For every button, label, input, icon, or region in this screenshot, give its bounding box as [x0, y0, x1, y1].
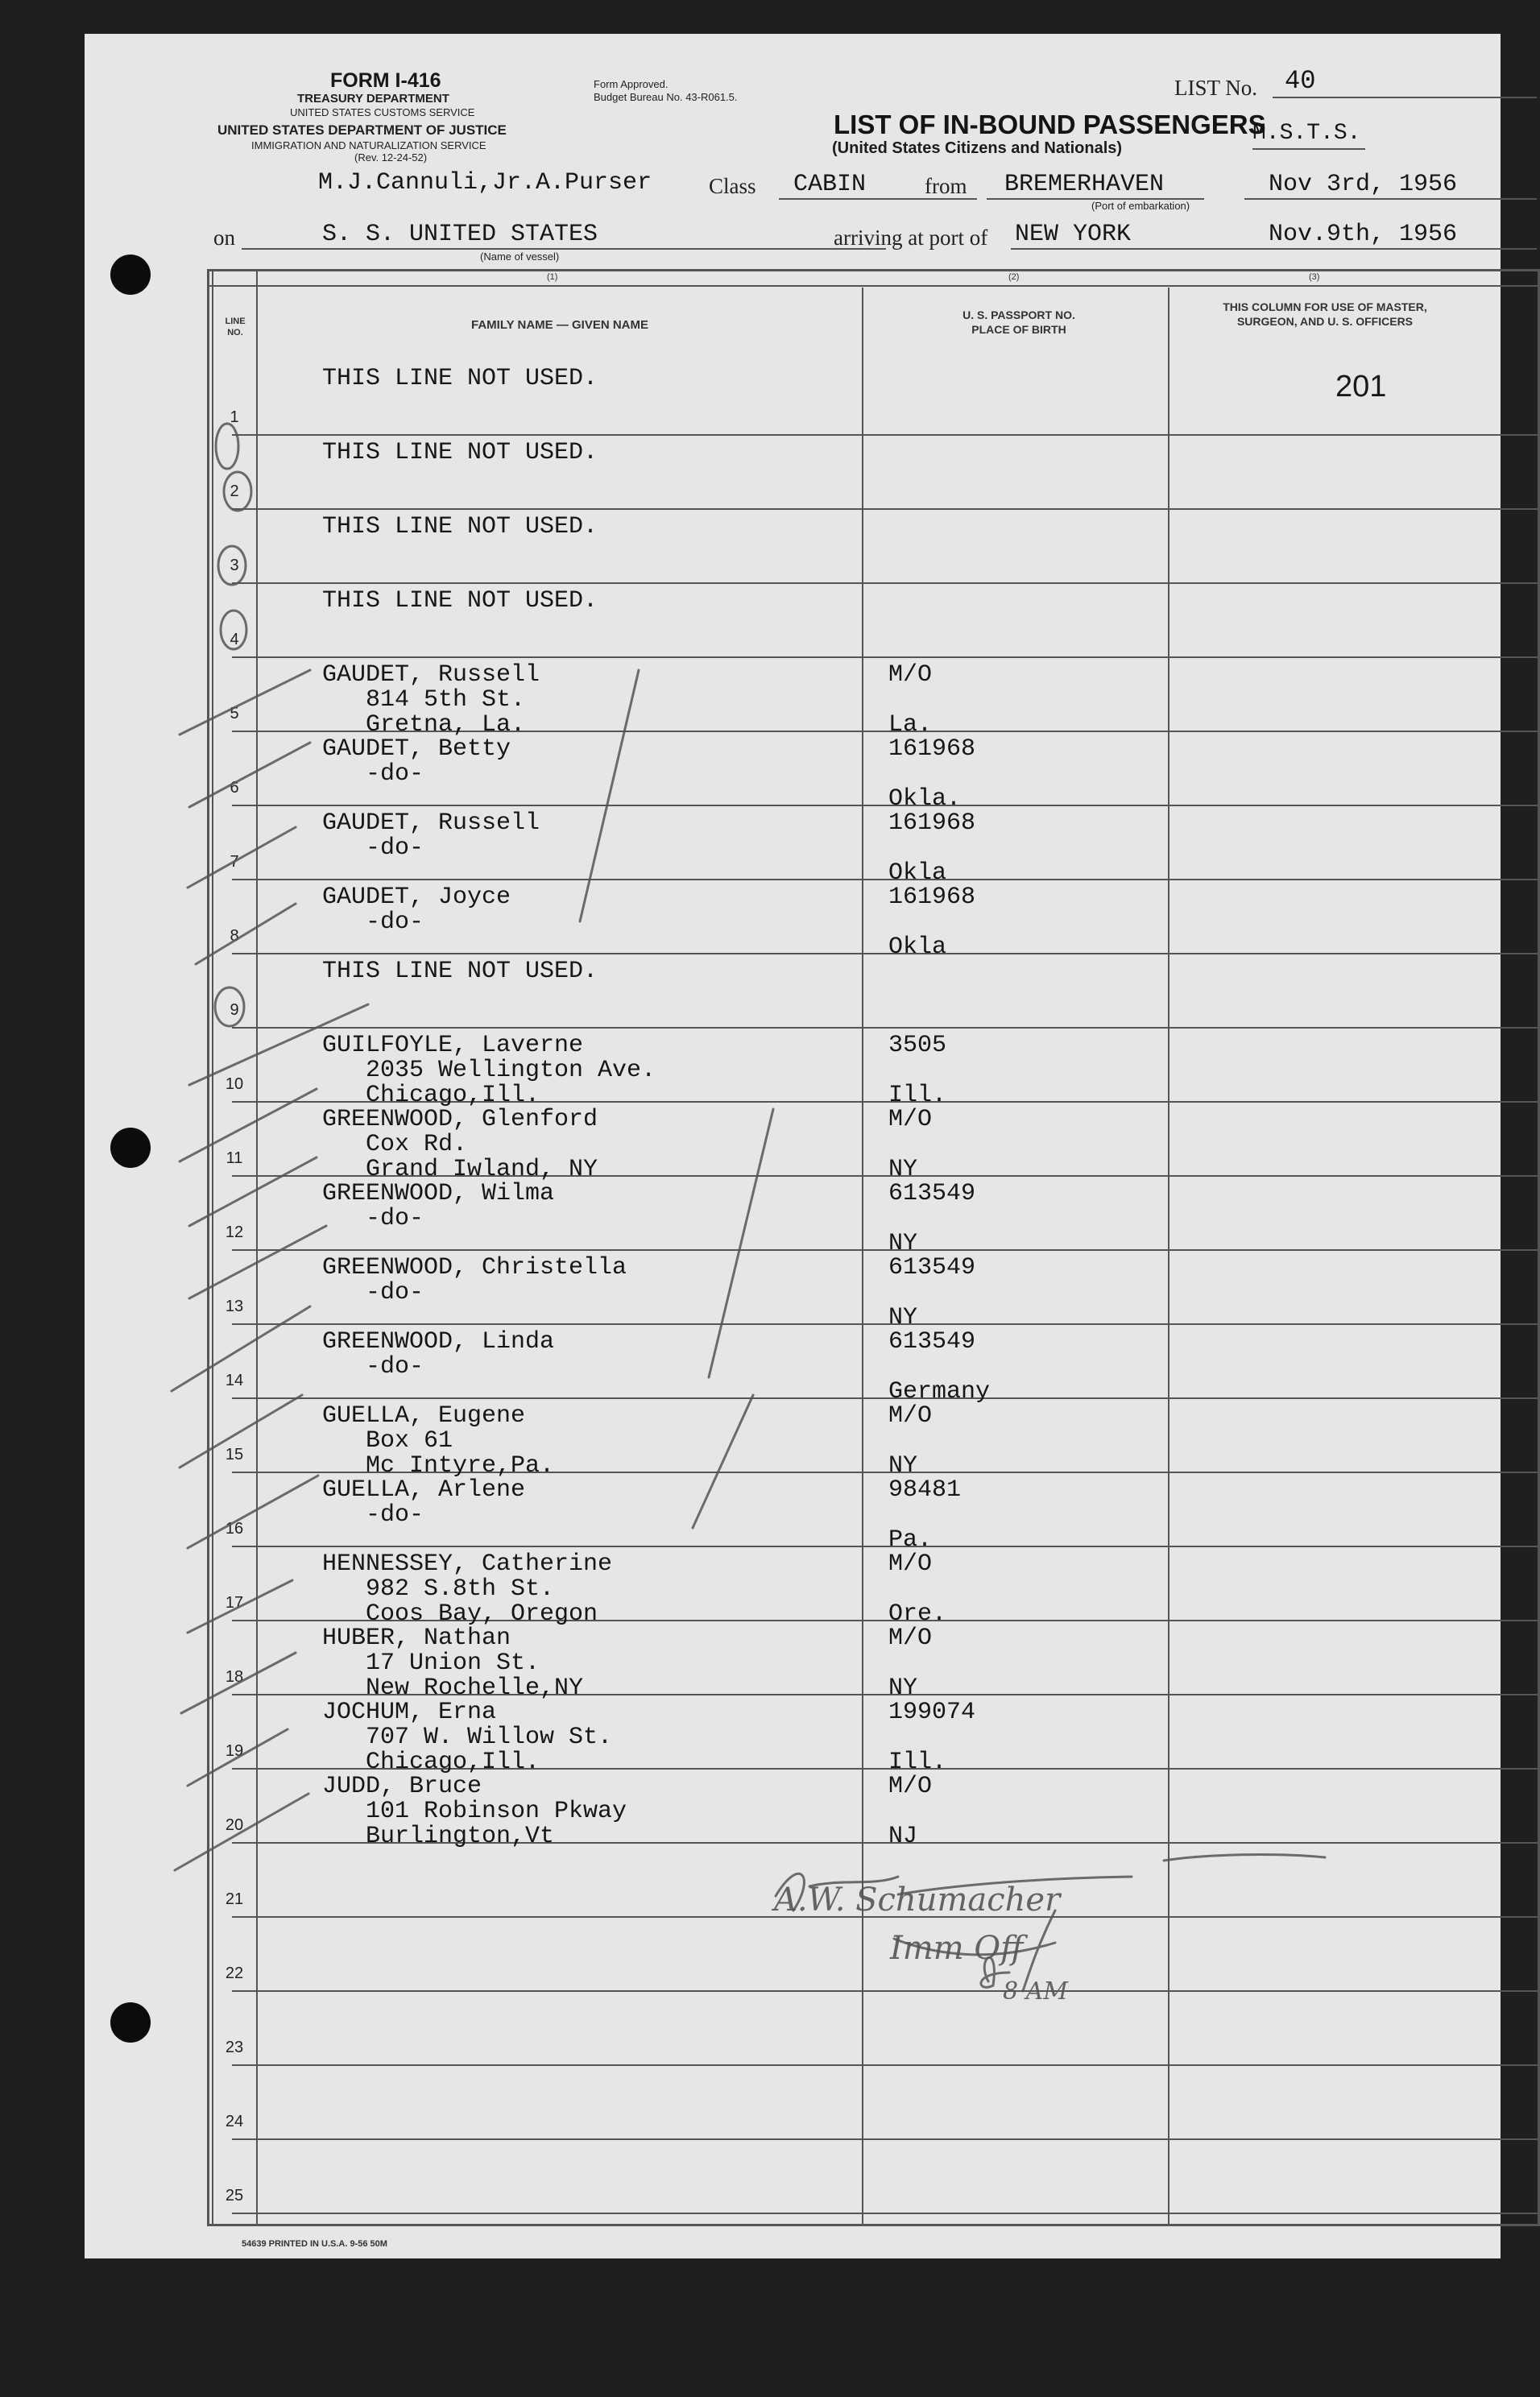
passport-number: 161968	[888, 735, 976, 763]
line-number: 18	[225, 1668, 244, 1686]
passenger-address-line: 17 Union St.	[322, 1650, 540, 1677]
passenger-address-line: Burlington,Vt	[322, 1823, 555, 1850]
port-embark-caption: (Port of embarkation)	[1091, 200, 1190, 212]
immigration-officer-signature: A.W. Schumacher	[774, 1882, 1061, 1919]
tally-mark	[709, 1109, 773, 1377]
check-mark	[180, 1395, 302, 1468]
list-number: 40	[1285, 66, 1316, 96]
line-number: 21	[225, 1890, 244, 1908]
passenger-name: GUILFOYLE, Laverne	[322, 1032, 584, 1059]
passenger-name: GREENWOOD, Wilma	[322, 1180, 555, 1207]
msts-stamp: M.S.T.S.	[1252, 121, 1361, 146]
line-number: 10	[225, 1075, 244, 1093]
line-number: 22	[225, 1964, 244, 1982]
passenger-name: GREENWOOD, Linda	[322, 1328, 555, 1356]
passenger-address-line: Mc Intyre,Pa.	[322, 1452, 555, 1480]
revision: (Rev. 12-24-52)	[354, 151, 428, 164]
tally-mark	[693, 1395, 753, 1528]
check-mark	[189, 1226, 326, 1298]
manifest-sheet	[85, 34, 1501, 2258]
vessel-caption: (Name of vessel)	[480, 250, 560, 263]
place-of-birth: La.	[888, 711, 933, 739]
signature-time: 8 AM	[1003, 1977, 1069, 2006]
passenger-name: GAUDET, Russell	[322, 661, 540, 689]
check-mark	[189, 743, 310, 807]
passenger-address-line: 101 Robinson Pkway	[322, 1798, 627, 1825]
passport-number: 613549	[888, 1254, 976, 1281]
passenger-name: HUBER, Nathan	[322, 1625, 511, 1652]
passport-number: 199074	[888, 1699, 976, 1726]
passenger-name: THIS LINE NOT USED.	[322, 513, 598, 540]
place-of-birth: Ill.	[888, 1082, 947, 1109]
place-of-birth: Pa.	[888, 1526, 933, 1554]
line-number: 11	[226, 1149, 243, 1167]
passenger-name: HENNESSEY, Catherine	[322, 1550, 613, 1578]
purser-name: M.J.Cannuli,Jr.A.Purser	[318, 169, 652, 197]
passport-number: M/O	[888, 661, 933, 689]
line-number: 6	[230, 779, 239, 797]
passenger-name: THIS LINE NOT USED.	[322, 439, 598, 466]
passport-number: M/O	[888, 1550, 933, 1578]
passenger-name: GAUDET, Joyce	[322, 884, 511, 911]
passenger-address-line: -do-	[322, 1205, 424, 1232]
tally-mark	[580, 670, 639, 921]
form-title: LIST OF IN-BOUND PASSENGERS	[834, 110, 1266, 139]
line-number: 17	[225, 1594, 244, 1612]
passport-number: M/O	[888, 1106, 933, 1133]
check-mark	[181, 1653, 296, 1713]
line-number: 1	[230, 408, 239, 426]
passenger-address-line: 707 W. Willow St.	[322, 1724, 613, 1751]
col-2-number: (2)	[1008, 272, 1020, 282]
line-number: 23	[225, 2039, 244, 2056]
passenger-address-line: Gretna, La.	[322, 711, 526, 739]
arrival-date: Nov.9th, 1956	[1269, 221, 1458, 248]
from-label: from	[925, 174, 967, 198]
line-number: 24	[225, 2113, 244, 2130]
check-mark	[188, 1729, 288, 1786]
line-number: 7	[230, 853, 239, 871]
place-of-birth: NY	[888, 1230, 918, 1257]
passenger-name: GREENWOOD, Christella	[322, 1254, 627, 1281]
passenger-address-line: Chicago,Ill.	[322, 1749, 540, 1776]
vessel-name: S. S. UNITED STATES	[322, 221, 598, 248]
line-number: 3	[230, 557, 239, 574]
check-mark	[188, 827, 296, 888]
passenger-address-line: -do-	[322, 834, 424, 862]
print-footer: 54639 PRINTED IN U.S.A. 9-56 50M	[242, 2239, 387, 2249]
col-header-name: FAMILY NAME — GIVEN NAME	[470, 318, 649, 332]
line-number: 13	[225, 1298, 244, 1315]
passport-number: 161968	[888, 884, 976, 911]
place-of-birth: NY	[888, 1675, 918, 1702]
passenger-name: THIS LINE NOT USED.	[322, 365, 598, 392]
passenger-name: GAUDET, Betty	[322, 735, 511, 763]
passenger-address-line: -do-	[322, 760, 424, 788]
line-number: 8	[230, 927, 239, 945]
place-of-birth: NY	[888, 1452, 918, 1480]
check-mark	[180, 670, 310, 735]
passenger-name: GUELLA, Eugene	[322, 1402, 526, 1430]
passport-number: 613549	[888, 1180, 976, 1207]
passenger-address-line: -do-	[322, 909, 424, 936]
passenger-address-line: -do-	[322, 1279, 424, 1306]
on-label: on	[213, 226, 235, 250]
signature-title: Imm Off	[890, 1930, 1024, 1967]
line-number: 5	[230, 705, 239, 722]
line-number: 19	[225, 1742, 244, 1760]
passport-number: 161968	[888, 809, 976, 837]
justice-dept: UNITED STATES DEPARTMENT OF JUSTICE	[217, 122, 507, 138]
passport-number: M/O	[888, 1773, 933, 1800]
passenger-address-line: -do-	[322, 1353, 424, 1381]
line-number: 9	[230, 1001, 239, 1019]
passport-number: M/O	[888, 1625, 933, 1652]
budget-bureau: Budget Bureau No. 43-R061.5.	[594, 91, 738, 103]
port-of-embarkation: BREMERHAVEN	[1004, 171, 1165, 198]
place-of-birth: Okla	[888, 859, 947, 887]
ins-service: IMMIGRATION AND NATURALIZATION SERVICE	[251, 139, 486, 151]
place-of-birth: NY	[888, 1156, 918, 1183]
passport-number: 98481	[888, 1476, 962, 1504]
check-mark	[175, 1794, 308, 1870]
line-number: 16	[225, 1520, 244, 1538]
customs-service: UNITED STATES CUSTOMS SERVICE	[290, 106, 475, 118]
passport-number: M/O	[888, 1402, 933, 1430]
line-number: 14	[225, 1372, 244, 1389]
line-number: 25	[225, 2187, 244, 2204]
arrival-port: NEW YORK	[1015, 221, 1132, 248]
passenger-name: GUELLA, Arlene	[322, 1476, 526, 1504]
form-number: FORM I-416	[330, 69, 441, 92]
handwritten-marks	[85, 34, 1501, 2258]
place-of-birth: Ill.	[888, 1749, 947, 1776]
arriving-label: arriving at port of	[834, 226, 988, 250]
col-header-line-no: LINE NO.	[225, 317, 246, 337]
line-number: 4	[230, 631, 239, 648]
check-mark	[196, 904, 296, 964]
passport-number: 3505	[888, 1032, 947, 1059]
place-of-birth: NJ	[888, 1823, 918, 1850]
col-header-passport: U. S. PASSPORT NO. PLACE OF BIRTH	[962, 308, 1075, 336]
check-mark	[188, 1476, 318, 1548]
circle-mark	[221, 611, 246, 649]
col-1-number: (1)	[547, 272, 558, 282]
circle-mark	[215, 987, 244, 1026]
departure-date: Nov 3rd, 1956	[1269, 171, 1458, 198]
place-of-birth: Germany	[888, 1378, 991, 1405]
passenger-address-line: New Rochelle,NY	[322, 1675, 584, 1702]
circle-mark	[218, 546, 246, 585]
class-label: Class	[709, 174, 756, 198]
col-header-officers: THIS COLUMN FOR USE OF MASTER, SURGEON, AND U. S. OFFICERS	[1223, 300, 1427, 328]
class-value: CABIN	[793, 171, 867, 198]
place-of-birth: Ore.	[888, 1600, 947, 1628]
passport-number: 613549	[888, 1328, 976, 1356]
passenger-name: GAUDET, Russell	[322, 809, 540, 837]
passenger-address-line: 2035 Wellington Ave.	[322, 1057, 656, 1084]
officer-note: 201	[1335, 370, 1387, 404]
passenger-address-line: Cox Rd.	[322, 1131, 468, 1158]
passenger-address-line: -do-	[322, 1501, 424, 1529]
col-3-number: (3)	[1309, 272, 1320, 282]
form-approved: Form Approved.	[594, 78, 669, 90]
passenger-name: GREENWOOD, Glenford	[322, 1106, 598, 1133]
list-label: LIST No.	[1174, 76, 1258, 100]
circle-mark	[216, 424, 238, 469]
place-of-birth: Okla	[888, 934, 947, 961]
passenger-address-line: Coos Bay, Oregon	[322, 1600, 598, 1628]
form-subtitle: (United States Citizens and Nationals)	[832, 139, 1123, 157]
treasury-dept: TREASURY DEPARTMENT	[297, 92, 449, 106]
check-mark	[188, 1580, 292, 1633]
passenger-name: JUDD, Bruce	[322, 1773, 482, 1800]
line-number: 2	[230, 482, 239, 500]
line-number: 20	[225, 1816, 244, 1834]
circle-mark	[224, 472, 251, 511]
passenger-address-line: Box 61	[322, 1427, 453, 1455]
check-mark	[189, 1157, 317, 1226]
passenger-name: JOCHUM, Erna	[322, 1699, 497, 1726]
check-mark	[180, 1089, 317, 1161]
passenger-address-line: 814 5th St.	[322, 686, 526, 714]
check-mark	[172, 1306, 310, 1391]
place-of-birth: NY	[888, 1304, 918, 1331]
place-of-birth: Okla.	[888, 785, 962, 813]
line-number: 12	[225, 1223, 244, 1241]
line-number: 15	[225, 1446, 244, 1463]
passenger-name: THIS LINE NOT USED.	[322, 587, 598, 615]
passenger-address-line: Grand Iwland, NY	[322, 1156, 598, 1183]
passenger-address-line: Chicago,Ill.	[322, 1082, 540, 1109]
passenger-name: THIS LINE NOT USED.	[322, 958, 598, 985]
passenger-address-line: 982 S.8th St.	[322, 1575, 555, 1603]
